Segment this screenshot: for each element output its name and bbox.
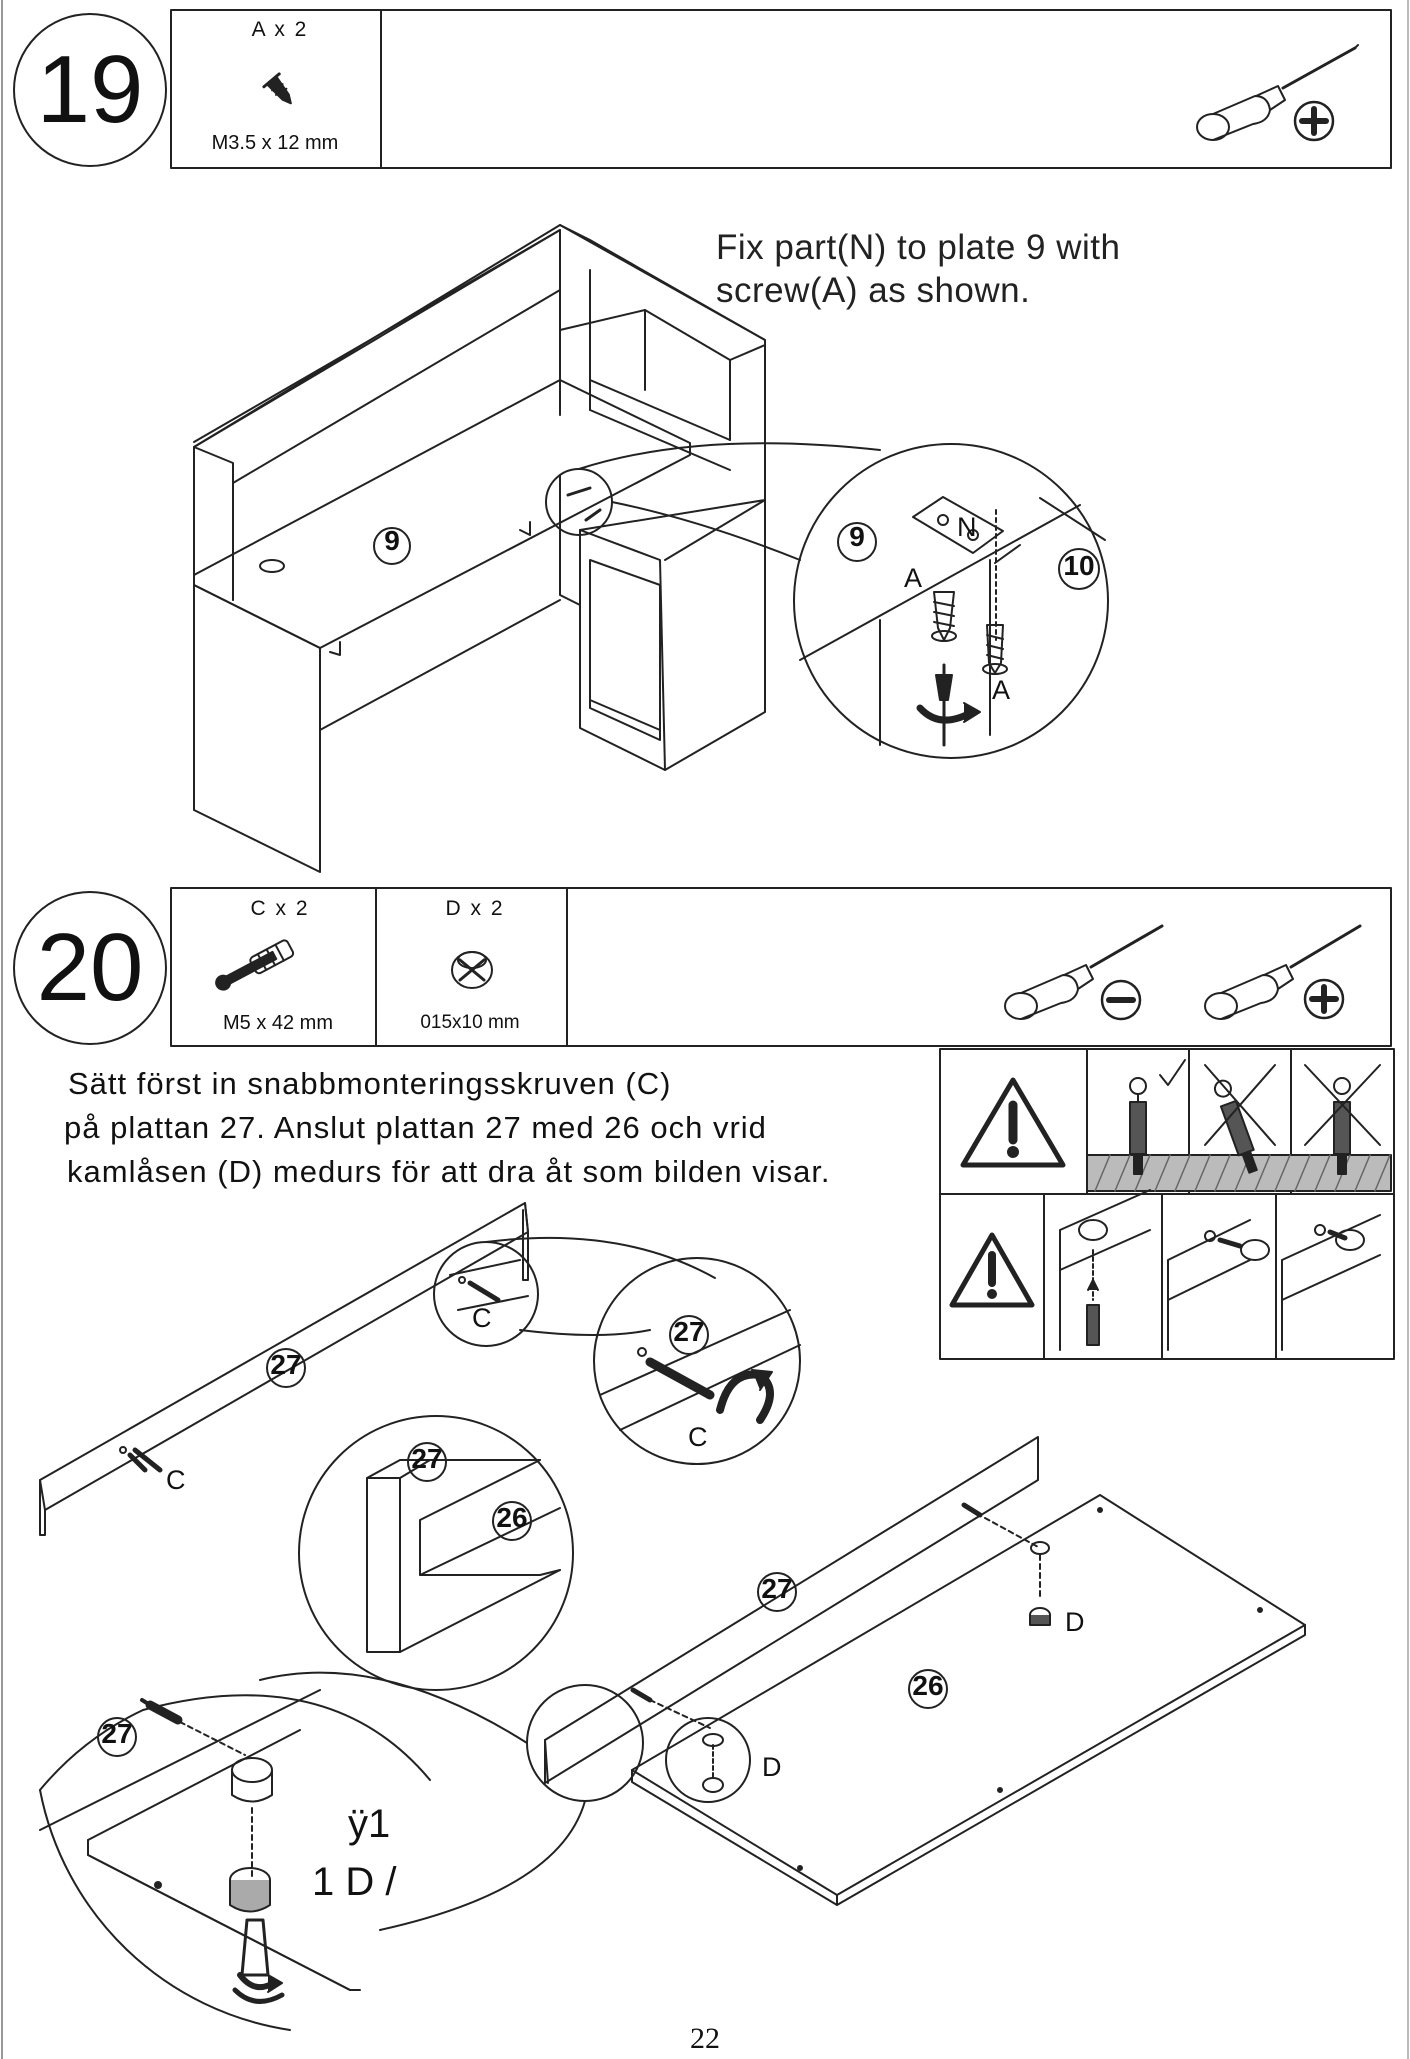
callout-ring [96,1716,138,1758]
phillips-screwdriver-icon-2 [1205,926,1360,1019]
callout-9: 9 [384,525,400,556]
step-number: 20 [36,914,144,1021]
instruction-line: screw(A) as shown. [716,271,1031,310]
label-a: A [992,675,1011,705]
stray-text: 1 D / [312,1860,397,1904]
callout-9-detail: 9 [849,521,865,552]
cam-bolt-icon [213,939,295,994]
step-number: 19 [36,36,144,143]
instruction-line: Fix part(N) to plate 9 with [716,228,1121,267]
step20-instruction [64,1062,944,1194]
label-c: C [472,1303,492,1333]
label-c: C [688,1422,708,1452]
callout-27: 27 [761,1573,793,1604]
part-a-size: M3.5 x 12 mm [211,132,339,154]
callout-27: 27 [673,1316,705,1347]
instruction-line: kamlåsen (D) medurs för att dra åt som bilden visar. [67,1154,831,1189]
desk-illustration [194,225,880,872]
callout-27: 27 [411,1443,443,1474]
label-d: D [762,1752,782,1782]
page-number: 22 [690,2022,720,2055]
flathead-screwdriver-icon [1005,926,1162,1019]
label-a: A [904,563,923,593]
step19-instruction [716,226,1356,312]
phillips-screwdriver-icon [1197,45,1358,140]
callout-ring [907,1668,949,1710]
callout-ring [406,1441,448,1483]
callout-ring [1055,548,1103,590]
part-c-size: M5 x 42 mm [222,1012,334,1034]
callout-26: 26 [496,1502,528,1533]
instruction-line: Sätt först in snabbmonteringsskruven (C) [68,1066,672,1101]
callout-ring [491,1500,533,1542]
callout-ring [668,1314,710,1356]
warning-icon [963,1080,1063,1165]
part-d-size: 015x10 mm [420,1012,520,1033]
screw-icon [264,74,299,110]
callout-27: 27 [270,1349,302,1380]
part-a-quantity: A x 2 [251,18,309,41]
callout-10: 10 [1063,550,1095,581]
callout-ring [756,1571,798,1613]
label-c: C [166,1465,186,1495]
callout-26: 26 [912,1670,944,1701]
callout-ring [372,525,412,567]
part-d-quantity: D x 2 [445,897,505,920]
main-assembly [260,1437,1305,1930]
cam-lock-icon [452,952,492,988]
callout-ring [836,521,878,563]
part-c-quantity: C x 2 [250,897,310,920]
stray-text: ÿ1 [348,1802,391,1846]
label-d: D [1065,1607,1085,1637]
instruction-line: på plattan 27. Anslut plattan 27 med 26 och vrid [64,1110,767,1145]
warning-grid [940,1049,1394,1359]
label-n: N [957,512,977,542]
step19-detail-view [794,444,1108,758]
board-27-left [40,1203,715,1535]
warning-icon-2 [952,1235,1032,1305]
callout-ring [265,1347,307,1389]
callout-27: 27 [101,1718,133,1749]
